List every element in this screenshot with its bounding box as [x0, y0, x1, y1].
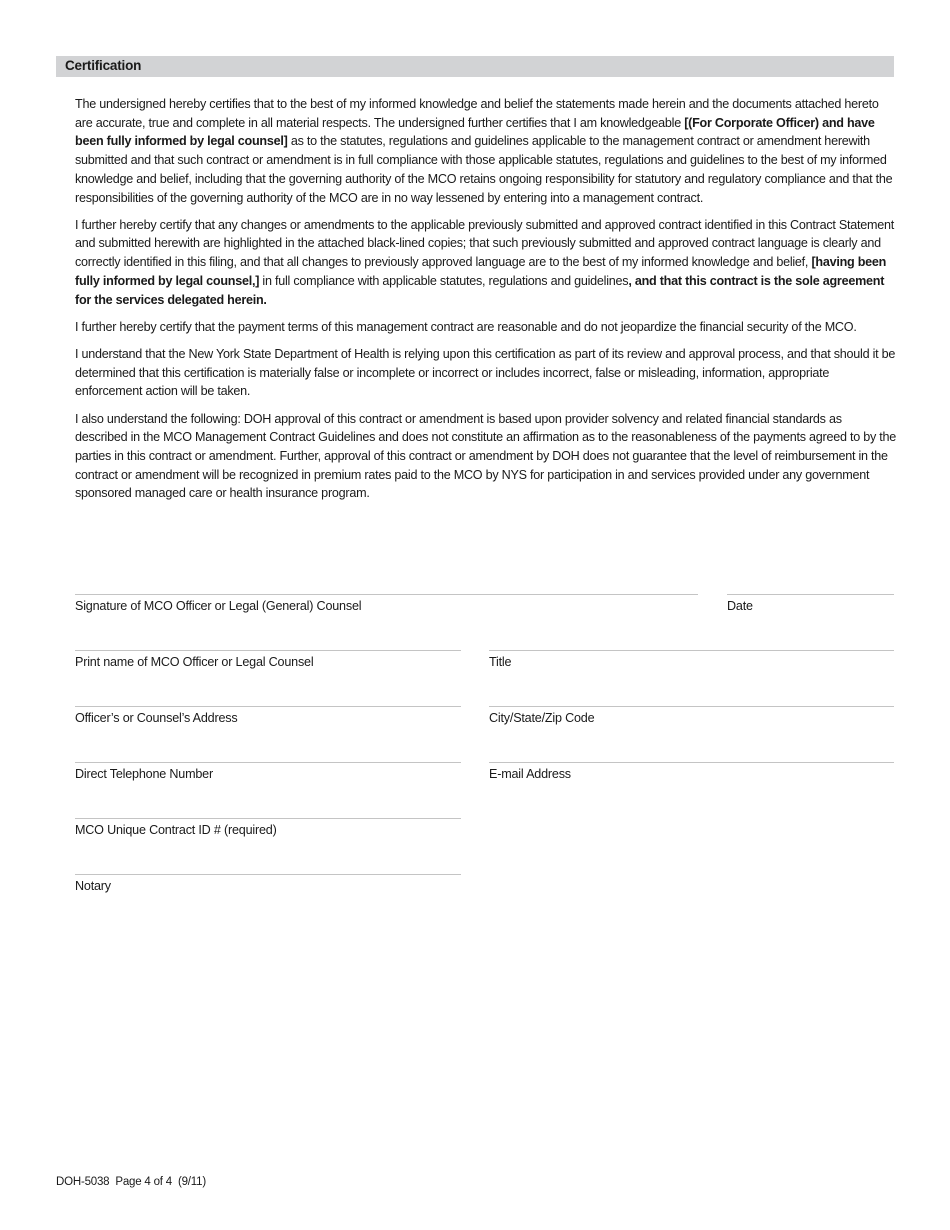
paragraph-5: I also understand the following: DOH approval of this contract or amendment is based upon provider solvency and related financial standards as described in the MCO Management Contract Guidelines and does not constitute an affirmation as to the reasonableness of the payments agreed to by the parties in this contract or amendment. Further, approval of this contract or amendment by DOH does not guarantee that the level of reimbursement in the contract or amendment will be recognized in premium rates paid to the MCO by NYS for participation in and services provided under any government sponsored managed care or health insurance program.: [75, 411, 897, 501]
print-name-field[interactable]: [75, 650, 461, 669]
city-state-zip-label: City/State/Zip Code: [489, 711, 595, 725]
form-footer: DOH-5038 Page 4 of 4 (9/11): [56, 1176, 206, 1188]
email-field[interactable]: [489, 762, 894, 781]
title-label: Title: [489, 655, 512, 669]
title-field[interactable]: [489, 650, 894, 669]
section-title: Certification: [65, 58, 142, 73]
contract-id-field[interactable]: [75, 818, 461, 837]
city-state-zip-field[interactable]: [489, 706, 894, 725]
paragraph-3: I further hereby certify that the payment terms of this management contract are reasonable and do not jeopardize the financial security of the MCO.: [75, 319, 857, 334]
signature-field[interactable]: [75, 594, 698, 613]
address-field[interactable]: [75, 706, 461, 725]
notary-field[interactable]: [75, 874, 461, 893]
date-field[interactable]: [727, 594, 894, 613]
certification-body: [75, 95, 897, 512]
print-name-label: Print name of MCO Officer or Legal Counsel: [75, 655, 314, 669]
paragraph-4: I understand that the New York State Department of Health is relying upon this certification as part of its review and approval process, and that should it be determined that this certification is materially false or incomplete or incorrect or includes incorrect, false or misleading, information, appropriate enforcement action will be taken.: [75, 346, 896, 399]
paragraph-2: I further hereby certify that any changes or amendments to the applicable previously submitted and approved contract identified in this Contract Statement and submitted herewith are highlighted in the attached black-lined copies; that such previously submitted and approved contract language is clearly and correctly identified in this filing, and that all changes to previously approved language are to the best of my informed knowledge and belief, [having been fully informed by legal counsel,] in full compliance with applicable statutes, regulations and guidelines, and that this contract is the sole agreement for the services delegated herein.: [75, 217, 895, 307]
address-label: Officer’s or Counsel’s Address: [75, 711, 238, 725]
signature-label: Signature of MCO Officer or Legal (General) Counsel: [75, 599, 362, 613]
email-label: E-mail Address: [489, 767, 571, 781]
date-label: Date: [727, 599, 753, 613]
paragraph-1: The undersigned hereby certifies that to the best of my informed knowledge and belief the statements made herein and the documents attached hereto are accurate, true and complete in all material respects. The undersigned further certifies that I am knowledgeable [(For Corporate Officer) and have been fully informed by legal counsel] as to the statutes, regulations and guidelines applicable to the management contract or amendment herewith submitted and that such contract or amendment is in full compliance with those applicable statutes, regulations and guidelines to the best of my informed knowledge and belief, including that the governing authority of the MCO retains ongoing responsibility for statutory and regulatory compliance and that the responsibilities of the governing authority of the MCO are in no way lessened by entering into a management contract.: [75, 97, 893, 205]
contract-id-label: MCO Unique Contract ID # (required): [75, 823, 277, 837]
notary-label: Notary: [75, 879, 111, 893]
section-header: [56, 56, 894, 77]
telephone-field[interactable]: [75, 762, 461, 781]
telephone-label: Direct Telephone Number: [75, 767, 213, 781]
